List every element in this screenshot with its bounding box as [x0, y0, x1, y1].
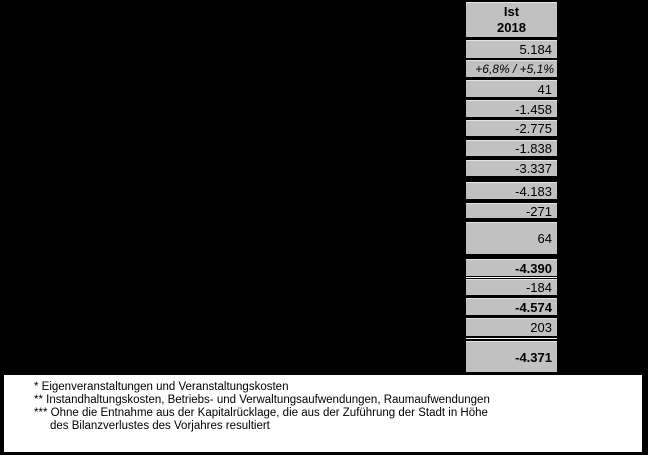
table-cell-percent-change: +6,8% / +5,1%: [466, 60, 557, 77]
table-cell: -3.337: [466, 160, 557, 176]
table-cell: -271: [466, 203, 557, 218]
table-cell-total: -4.371: [466, 341, 557, 372]
footnote-1: * Eigenveranstaltungen und Veranstaltungskosten: [34, 381, 289, 393]
double-rule-line: [466, 277, 557, 278]
table-cell: 203: [466, 318, 557, 336]
table-cell: -2.775: [466, 120, 557, 136]
footnote-3-continuation: des Bilanzverlustes des Vorjahres resultiert: [50, 420, 270, 432]
table-cell: -1.838: [466, 140, 557, 156]
table-cell: 41: [466, 80, 557, 97]
table-cell: -184: [466, 279, 557, 295]
column-header-line1: Ist: [503, 4, 520, 19]
footnote-2: ** Instandhaltungskosten, Betriebs- und Verwaltungsaufwendungen, Raumaufwendungen: [34, 394, 490, 406]
column-header-line2: 2018: [497, 20, 526, 35]
table-cell-subtotal: -4.390: [466, 259, 557, 276]
table-cell: -1.458: [466, 100, 557, 117]
table-cell: -4.183: [466, 182, 557, 199]
double-rule-line: [466, 338, 557, 339]
footnote-3: *** Ohne die Entnahme aus der Kapitalrücklage, die aus der Zuführung der Stadt in Höhe: [34, 407, 488, 419]
column-header-ist-2018: [466, 2, 557, 37]
table-cell-subtotal: -4.574: [466, 298, 557, 315]
table-cell: 64: [466, 222, 557, 254]
footnotes-panel: [0, 373, 648, 455]
table-cell-revenue: 5.184: [466, 40, 557, 58]
